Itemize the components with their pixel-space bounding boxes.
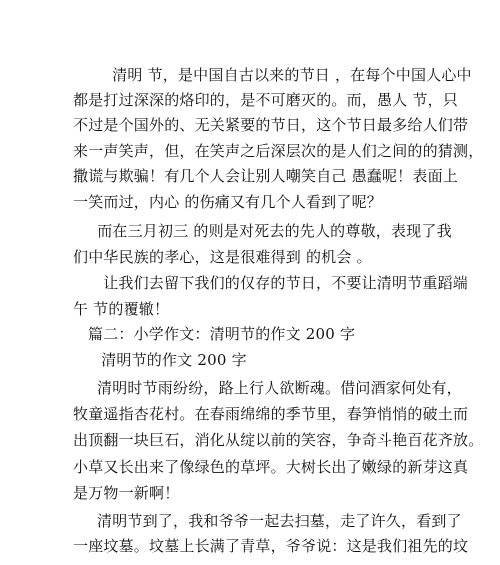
text-line: 清明时节雨纷纷，路上行人欲断魂。借问酒家何处有， [97, 379, 462, 397]
text-line: 撒谎与欺骗！有几个人会让别人嘲笑自己 愚蠢呢！表面上 [73, 167, 458, 185]
text-line: 都是打过深深的烙印的，是不可磨灭的。而，愚人 节，只 [73, 91, 458, 109]
text-line: 一座坟墓。坟墓上长满了青草，爷爷说：这是我们祖先的坟 [73, 537, 469, 555]
text-line: 让我们去留下我们的仅存的节日，不要让清明节重蹈端 [88, 274, 469, 292]
text-line: 不过是个国外的、无关紧要的节日，这个节日最多给人们带 [73, 116, 469, 134]
text-line: 而在三月初三 的则是对死去的先人的尊敬，表现了我 [82, 222, 452, 240]
text-line: 来一声笑声，但，在笑声之后深层次的是人们之间的的猜测， [73, 142, 484, 160]
text-line: 清明 节，是中国自古以来的节日 ，在每个中国人心中 [97, 66, 472, 84]
article-title: 清明节的作文 200 字 [86, 351, 247, 369]
text-line: 清明节到了，我和爷爷一起去扫墓，走了许久，看到了 [97, 512, 462, 530]
text-line: 一笑而过，内心 的伤痛又有几个人看到了呢？ [73, 193, 382, 211]
text-line: 小草又长出来了像绿色的草坪。大树长出了嫩绿的新芽这真 [73, 458, 469, 476]
text-line: 午 节的覆辙！ [73, 300, 170, 318]
text-line: 牧童遥指杏花村。在春雨绵绵的季节里，春笋悄悄的破土而 [73, 405, 469, 423]
text-line: 们中华民族的孝心，这是很难得到 的机会 。 [73, 248, 372, 266]
text-line: 是万物一新啊！ [73, 484, 180, 502]
text-line: 出顶翻一块巨石，消化从绽以前的笑容，争奇斗艳百花齐放。 [73, 431, 484, 449]
section-heading: 篇二：小学作文：清明节的作文 200 字 [88, 325, 356, 343]
